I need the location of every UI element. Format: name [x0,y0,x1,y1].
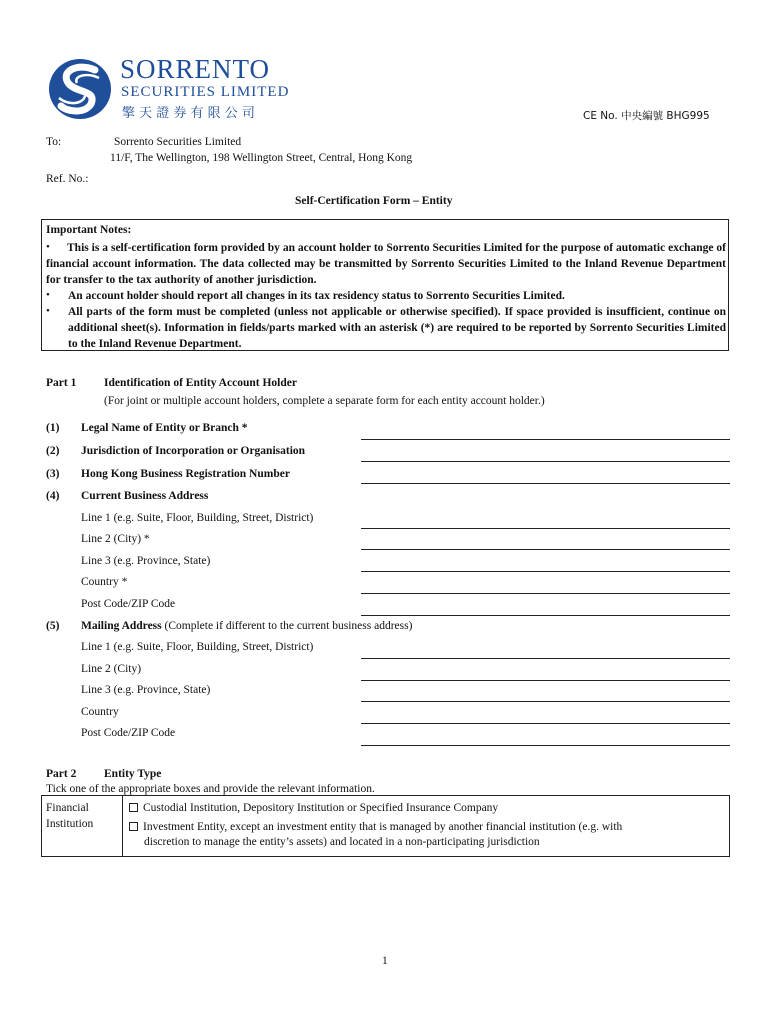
bullet-icon: • [46,241,50,253]
mailing-address-label: Mailing Address [81,620,162,632]
mailing-country-label: Country [81,706,119,718]
category-label-financial: Financial [46,802,89,814]
mailing-postcode-input[interactable] [361,745,730,746]
company-logo [47,56,307,122]
mailing-postcode-label: Post Code/ZIP Code [81,727,176,739]
mailing-address-line2-label: Line 2 (City) [81,663,142,675]
notes-heading: Important Notes: [46,224,132,236]
logo-chinese-name: 擎 天 證 券 有 限 公 司 [122,106,255,121]
to-label: To: [46,136,62,148]
custodial-institution-option[interactable] [129,802,498,814]
mailing-country-input[interactable] [361,723,730,724]
part1-subtitle: (For joint or multiple account holders, complete a separate form for each entity account holder.) [104,395,545,407]
note-item: An account holder should report all changes in its tax residency status to Sorrento Securities Limited. [68,290,565,302]
note-item: All parts of the form must be completed (unless not applicable or otherwise specified). If space provided is insufficient, continue on additional sheet(s). Information in fields/parts marked with an asterisk (*) are required to be reported by Sorrento Securities Limited to the Inland Revenue Department. [68,306,726,350]
part1-label: Part 1 [46,377,77,389]
current-address-label: Current Business Address [81,490,209,502]
logo-s-mark-icon [47,56,113,122]
current-country-label: Country * [81,576,128,588]
option-label-continued: discretion to manage the entity’s assets) and located in a non-participating jurisdiction [144,836,540,848]
br-number-input-line[interactable] [361,483,730,484]
bullet-icon: • [46,305,50,317]
investment-entity-option[interactable] [129,821,622,833]
current-address-line3-label: Line 3 (e.g. Province, State) [81,555,211,567]
field-number: (1) [46,422,60,434]
part2-instruction: Tick one of the appropriate boxes and provide the relevant information. [46,783,375,795]
current-address-line1-label: Line 1 (e.g. Suite, Floor, Building, Street, District) [81,512,314,524]
table-divider [122,796,123,856]
logo-subname: SECURITIES LIMITED [121,84,290,100]
field-number: (5) [46,620,60,632]
checkbox-icon[interactable] [129,803,138,812]
mailing-address-heading [81,620,412,632]
logo-name: SORRENTO [120,54,271,84]
current-postcode-label: Post Code/ZIP Code [81,598,176,610]
option-label: Investment Entity, except an investment entity that is managed by another financial institution (e.g. with [143,821,623,833]
mailing-address-note: (Complete if different to the current business address) [161,620,413,632]
current-postcode-input[interactable] [361,615,730,616]
current-address-line2-label: Line 2 (City) * [81,533,150,545]
recipient-name: Sorrento Securities Limited [114,136,242,148]
mailing-address-line2-input[interactable] [361,680,730,681]
checkbox-icon[interactable] [129,822,138,831]
mailing-address-line3-input[interactable] [361,701,730,702]
part1-title: Identification of Entity Account Holder [104,377,297,389]
field-number: (3) [46,468,60,480]
field-number: (4) [46,490,60,502]
recipient-address: 11/F, The Wellington, 198 Wellington Street, Central, Hong Kong [110,152,413,164]
part2-label: Part 2 [46,768,77,780]
legal-name-label: Legal Name of Entity or Branch * [81,422,248,434]
option-label: Custodial Institution, Depository Institution or Specified Insurance Company [143,802,499,814]
current-country-input[interactable] [361,593,730,594]
jurisdiction-label: Jurisdiction of Incorporation or Organisation [81,445,306,457]
field-number: (2) [46,445,60,457]
bullet-icon: • [46,289,50,301]
ref-no-label: Ref. No.: [46,173,89,185]
category-label-institution: Institution [46,818,94,830]
ce-number: CE No. 中央編號 BHG995 [583,110,710,122]
current-address-line1-input[interactable] [361,528,730,529]
part2-title: Entity Type [104,768,162,780]
br-number-label: Hong Kong Business Registration Number [81,468,290,480]
jurisdiction-input-line[interactable] [361,461,730,462]
current-address-line3-input[interactable] [361,571,730,572]
page-number: 1 [382,955,388,967]
current-address-line2-input[interactable] [361,549,730,550]
legal-name-input-line[interactable] [361,439,730,440]
mailing-address-line1-label: Line 1 (e.g. Suite, Floor, Building, Street, District) [81,641,314,653]
note-item: This is a self-certification form provided by an account holder to Sorrento Securities Limited for the purpose of automatic exchange of financial account information. The data collected may be transmitted by Sorrento Securities Limited to the Inland Revenue Department for transfer to the tax authority of another jurisdiction. [46,242,726,286]
mailing-address-line1-input[interactable] [361,658,730,659]
mailing-address-line3-label: Line 3 (e.g. Province, State) [81,684,211,696]
form-title: Self-Certification Form – Entity [295,195,453,207]
